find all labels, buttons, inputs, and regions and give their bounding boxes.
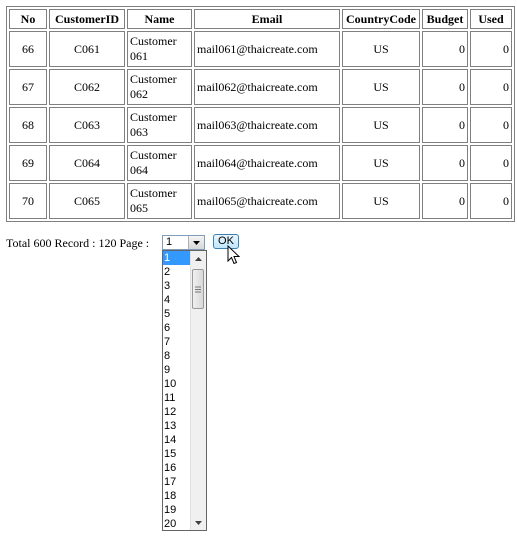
cell-no: 67 [9, 69, 47, 105]
chevron-down-icon[interactable] [188, 236, 204, 249]
cell-name [127, 31, 192, 67]
dropdown-option[interactable]: 20 [164, 518, 177, 530]
name-line1: Customer [130, 148, 177, 162]
cell-email: mail062@thaicreate.com [194, 69, 340, 105]
table-row [9, 145, 512, 181]
name-line2: 061 [130, 49, 148, 63]
name-line1: Customer [130, 34, 177, 48]
dropdown-option[interactable]: 17 [164, 476, 177, 488]
dropdown-option[interactable]: 15 [164, 448, 177, 460]
dropdown-option[interactable]: 10 [164, 378, 177, 390]
dropdown-option[interactable]: 8 [164, 350, 171, 362]
cell-name [127, 69, 192, 105]
name-line2: 062 [130, 87, 148, 101]
header-name: Name [127, 9, 192, 29]
cell-customer-id: C065 [49, 183, 125, 219]
scroll-down-arrow-icon[interactable] [191, 515, 206, 530]
dropdown-option[interactable]: 11 [164, 392, 176, 404]
page-select-value: 1 [166, 236, 173, 248]
dropdown-option[interactable]: 6 [164, 322, 171, 334]
name-line1: Customer [130, 186, 177, 200]
scroll-up-arrow-icon[interactable] [191, 251, 206, 266]
cell-budget: 0 [422, 31, 468, 67]
dropdown-option[interactable]: 5 [164, 308, 171, 320]
cell-name [127, 145, 192, 181]
cell-no: 68 [9, 107, 47, 143]
name-line1: Customer [130, 110, 177, 124]
dropdown-option[interactable]: 2 [164, 266, 171, 278]
cell-no: 66 [9, 31, 47, 67]
cell-name [127, 183, 192, 219]
cell-country-code: US [342, 145, 420, 181]
dropdown-option[interactable]: 4 [164, 294, 171, 306]
dropdown-option[interactable]: 13 [164, 420, 177, 432]
dropdown-option[interactable]: 16 [164, 462, 177, 474]
cell-country-code: US [342, 31, 420, 67]
cell-email: mail064@thaicreate.com [194, 145, 340, 181]
dropdown-option[interactable]: 12 [164, 406, 177, 418]
scroll-thumb[interactable] [192, 269, 204, 309]
cell-budget: 0 [422, 145, 468, 181]
cell-used: 0 [470, 69, 512, 105]
name-line2: 063 [130, 125, 148, 139]
cell-used: 0 [470, 145, 512, 181]
cell-no: 69 [9, 145, 47, 181]
mouse-pointer-icon [227, 245, 241, 270]
ok-button[interactable]: OK [213, 234, 239, 249]
cell-customer-id: C061 [49, 31, 125, 67]
header-country-code: CountryCode [342, 9, 420, 29]
cell-email: mail061@thaicreate.com [194, 31, 340, 67]
cell-email: mail065@thaicreate.com [194, 183, 340, 219]
dropdown-option[interactable]: 14 [164, 434, 177, 446]
header-email: Email [194, 9, 340, 29]
page-select[interactable] [162, 235, 205, 250]
dropdown-option[interactable]: 18 [164, 490, 177, 502]
cell-budget: 0 [422, 107, 468, 143]
name-line2: 065 [130, 201, 148, 215]
cell-customer-id: C064 [49, 145, 125, 181]
dropdown-option[interactable]: 7 [164, 336, 171, 348]
dropdown-options [163, 251, 191, 531]
cell-email: mail063@thaicreate.com [194, 107, 340, 143]
name-line1: Customer [130, 72, 177, 86]
cell-used: 0 [470, 31, 512, 67]
cell-used: 0 [470, 107, 512, 143]
dropdown-option[interactable]: 19 [164, 504, 177, 516]
cell-used: 0 [470, 183, 512, 219]
table-row [9, 31, 512, 67]
cell-country-code: US [342, 183, 420, 219]
cell-no: 70 [9, 183, 47, 219]
pager-summary: Total 600 Record : 120 Page : [6, 236, 150, 250]
dropdown-option[interactable]: 3 [164, 280, 171, 292]
customer-table [6, 6, 515, 222]
dropdown-scrollbar[interactable] [190, 251, 206, 530]
header-no: No [9, 9, 47, 29]
header-customer-id: CustomerID [49, 9, 125, 29]
cell-customer-id: C063 [49, 107, 125, 143]
table-row [9, 69, 512, 105]
cell-customer-id: C062 [49, 69, 125, 105]
table-row [9, 183, 512, 219]
table-header-row [9, 9, 512, 29]
cell-budget: 0 [422, 183, 468, 219]
page-dropdown-list[interactable] [162, 250, 207, 531]
cell-country-code: US [342, 107, 420, 143]
cell-country-code: US [342, 69, 420, 105]
dropdown-option[interactable]: 9 [164, 364, 171, 376]
table-row [9, 107, 512, 143]
cell-budget: 0 [422, 69, 468, 105]
header-budget: Budget [422, 9, 468, 29]
dropdown-option[interactable]: 1 [163, 251, 191, 265]
header-used: Used [470, 9, 512, 29]
cell-name [127, 107, 192, 143]
name-line2: 064 [130, 163, 148, 177]
